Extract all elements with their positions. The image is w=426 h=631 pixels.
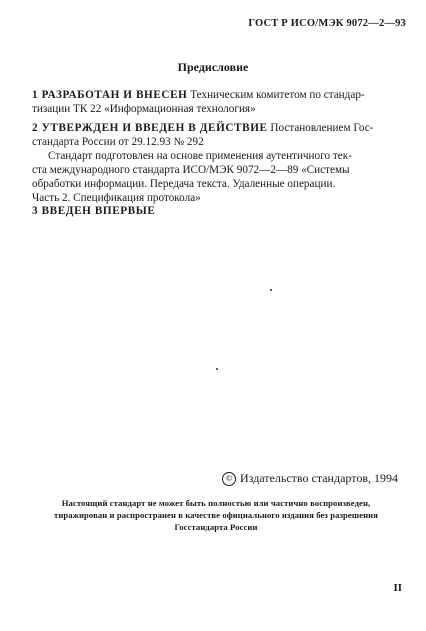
- copyright-icon: ©: [222, 472, 236, 486]
- section-2-heading: 2 УТВЕРЖДЕН И ВВЕДЕН В ДЕЙСТВИЕ: [32, 122, 268, 134]
- section-1-line-1: [32, 88, 406, 102]
- page-title: Предисловие: [177, 60, 249, 74]
- section-1-text: Техническим комитетом по стандар-: [187, 89, 365, 101]
- reproduction-notice: [24, 497, 408, 533]
- section-1: [32, 88, 406, 116]
- section-2-line-4: ста международного стандарта ИСО/МЭК 9072—2—89 «Системы: [32, 164, 350, 176]
- notice-line-1: Настоящий стандарт не может быть полностью или частично воспроизведен,: [61, 498, 371, 508]
- section-1-heading: 1 РАЗРАБОТАН И ВНЕСЕН: [32, 89, 188, 101]
- section-2-line-6: Часть 2. Спецификация протокола»: [32, 192, 201, 204]
- section-2-line-3: Стандарт подготовлен на основе применения аутентичного тек-: [48, 150, 352, 162]
- section-2-line-1: [32, 121, 406, 135]
- notice-line-2: тиражирован и распространен в качестве официального издания без разрешения: [54, 510, 378, 520]
- scan-speck: [270, 289, 272, 291]
- section-3-heading: 3 ВВЕДЕН ВПЕРВЫЕ: [32, 205, 156, 217]
- section-2: [32, 121, 406, 205]
- copyright-line: [222, 471, 398, 486]
- section-1-line-2: тизации ТК 22 «Информационная технология»: [32, 103, 256, 115]
- scan-speck: [216, 368, 218, 370]
- section-2-line-5: обработки информации. Передача текста. Удаленные операции.: [32, 178, 336, 190]
- standard-code: ГОСТ Р ИСО/МЭК 9072—2—93: [248, 18, 406, 29]
- page-number: II: [393, 582, 402, 594]
- section-2-line-2: стандарта России от 29.12.93 № 292: [32, 136, 204, 148]
- section-2-text: Постановлением Гос-: [267, 122, 374, 134]
- notice-line-3: Госстандарта России: [174, 522, 258, 532]
- copyright-text: Издательство стандартов, 1994: [240, 471, 398, 485]
- section-3: [32, 204, 406, 218]
